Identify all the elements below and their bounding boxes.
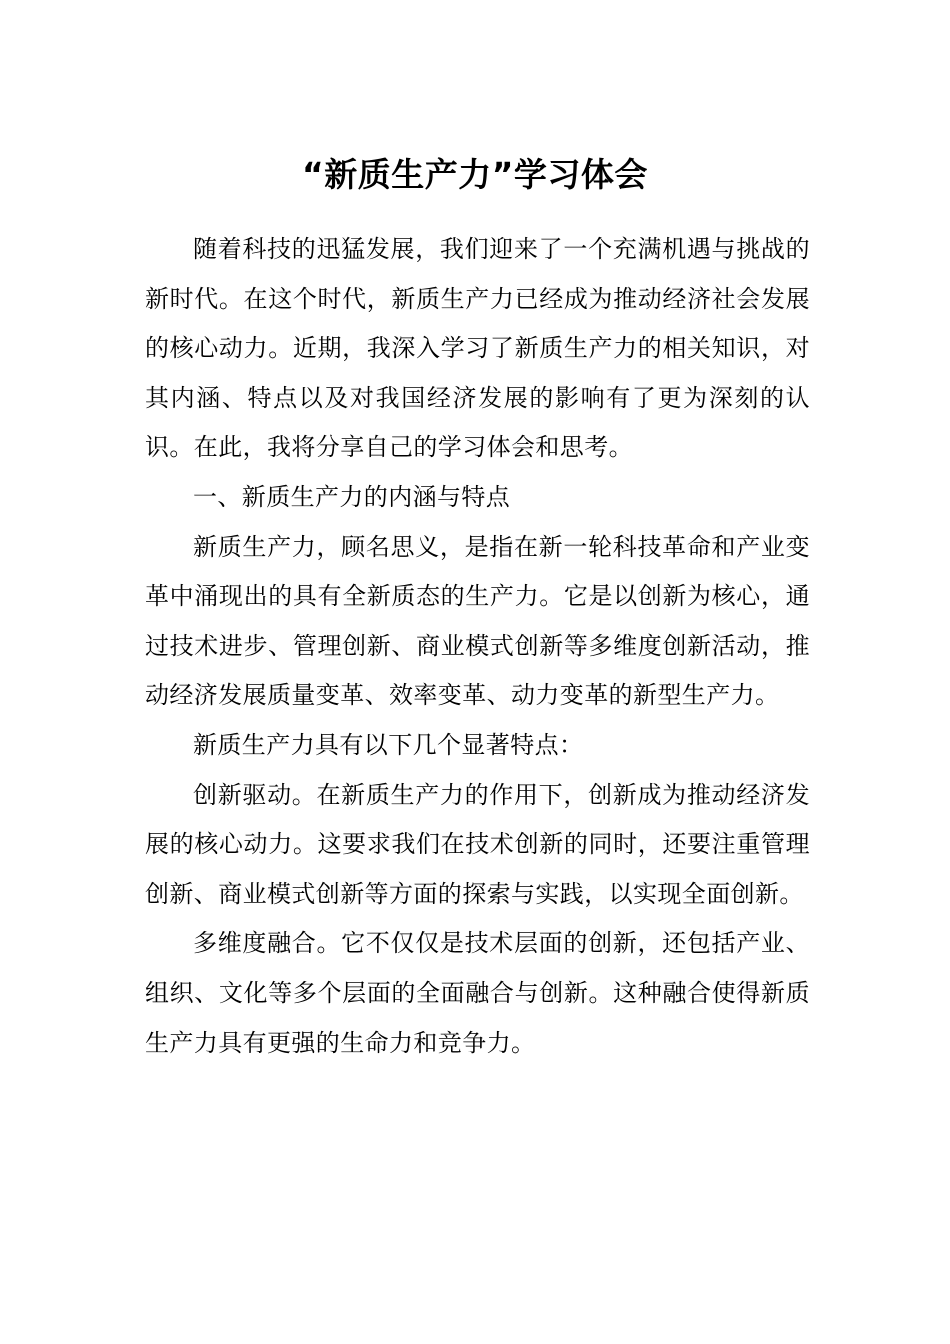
section-heading-1: 一、新质生产力的内涵与特点 xyxy=(193,482,511,511)
paragraph-features-lead: 新质生产力具有以下几个显著特点： xyxy=(193,730,584,759)
paragraph-innovation-driven: 创新驱动。在新质生产力的作用下，创新成为推动经济发展的核心动力。这要求我们在技术创新的同时，还要注重管理创新、商业模式创新等方面的探索与实践，以实现全面创新。 xyxy=(145,780,810,908)
document-body xyxy=(145,225,810,1068)
paragraph-intro: 随着科技的迅猛发展，我们迎来了一个充满机遇与挑战的新时代。在这个时代，新质生产力已经成为推动经济社会发展的核心动力。近期，我深入学习了新质生产力的相关知识，对其内涵、特点以及对我国经济发展的影响有了更为深刻的认识。在此，我将分享自己的学习体会和思考。 xyxy=(145,235,810,462)
paragraph-definition: 新质生产力，顾名思义，是指在新一轮科技革命和产业变革中涌现出的具有全新质态的生产力。它是以创新为核心，通过技术进步、管理创新、商业模式创新等多维度创新活动，推动经济发展质量变革、效率变革、动力变革的新型生产力。 xyxy=(145,532,810,710)
document-title: “新质生产力”学习体会 xyxy=(302,155,648,194)
paragraph-multidimensional-fusion: 多维度融合。它不仅仅是技术层面的创新，还包括产业、组织、文化等多个层面的全面融合与创新。这种融合使得新质生产力具有更强的生命力和竞争力。 xyxy=(145,929,810,1057)
